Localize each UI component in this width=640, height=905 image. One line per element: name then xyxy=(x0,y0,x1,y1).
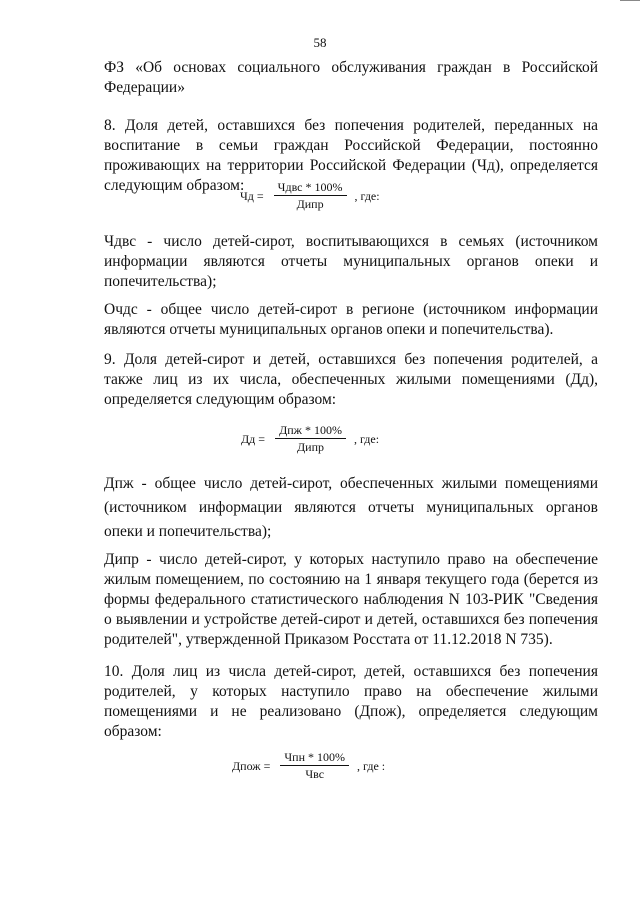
formula-dd-denominator: Дипр xyxy=(297,440,325,454)
paragraph-dipr: Дипр - число детей-сирот, у которых наступило право на обеспечение жилым помещением, по состоянию на 1 января текущего года (берется из формы федерального статистического наблюдения N 103-РИК "Сведения о выявлении и устройстве детей-сирот и детей, оставшихся без попечения родителей", утвержденной Приказом Росстата от 11.12.2018 N 735). xyxy=(104,551,598,648)
formula-chd-lhs: Чд = xyxy=(240,188,264,203)
formula-dpozh xyxy=(232,750,385,781)
formula-chd-numerator: Чдвс * 100% xyxy=(274,180,347,196)
formula-chd-denominator: Дипр xyxy=(296,197,324,211)
page-number: 58 xyxy=(313,35,327,50)
paragraph-ochds: Очдс - общее число детей-сирот в регионе (источником информации являются отчеты муниципальных органов опеки и попечительства). xyxy=(104,301,598,338)
paragraph-8: 8. Доля детей, оставшихся без попечения родителей, переданных на воспитание в семьи граждан Российской Федерации, постоянно проживающих на территории Российской Федерации (Чд), определяется следующим образом: xyxy=(104,117,598,194)
paragraph-dpzh: Дпж - общее число детей-сирот, обеспеченных жилыми помещениями (источником информации являются отчеты муниципальных органов опеки и попечительства); xyxy=(104,475,598,540)
formula-chd xyxy=(240,180,380,211)
corner-mark xyxy=(620,0,640,7)
paragraph-10: 10. Доля лиц из числа детей-сирот, детей, оставшихся без попечения родителей, у которых наступило право на обеспечение жилыми помещениями и не реализовано (Дпож), определяется следующим образом: xyxy=(104,663,598,740)
formula-dd xyxy=(241,423,379,454)
formula-dpozh-numerator: Чпн * 100% xyxy=(280,750,349,766)
paragraph-fz: ФЗ «Об основах социального обслуживания граждан в Российской Федерации» xyxy=(104,59,598,96)
formula-dpozh-denominator: Чвс xyxy=(305,767,325,781)
formula-dpozh-fraction xyxy=(274,750,355,781)
formula-dd-fraction xyxy=(269,423,352,454)
formula-dpozh-lhs: Дпож = xyxy=(232,758,271,773)
formula-dd-tail: , где: xyxy=(353,431,380,446)
formula-dpozh-tail: , где : xyxy=(357,758,386,773)
formula-dd-lhs: Дд = xyxy=(241,431,266,446)
formula-chd-fraction xyxy=(268,180,353,211)
paragraph-9: 9. Доля детей-сирот и детей, оставшихся без попечения родителей, а также лиц из их числа, обеспеченных жилыми помещениями (Дд), определяется следующим образом: xyxy=(104,351,598,408)
formula-dd-numerator: Дпж * 100% xyxy=(275,423,346,439)
paragraph-chdvs: Чдвс - число детей-сирот, воспитывающихся в семьях (источником информации являются отчеты муниципальных органов опеки и попечительства); xyxy=(104,233,598,290)
formula-chd-tail: , где: xyxy=(354,188,380,203)
